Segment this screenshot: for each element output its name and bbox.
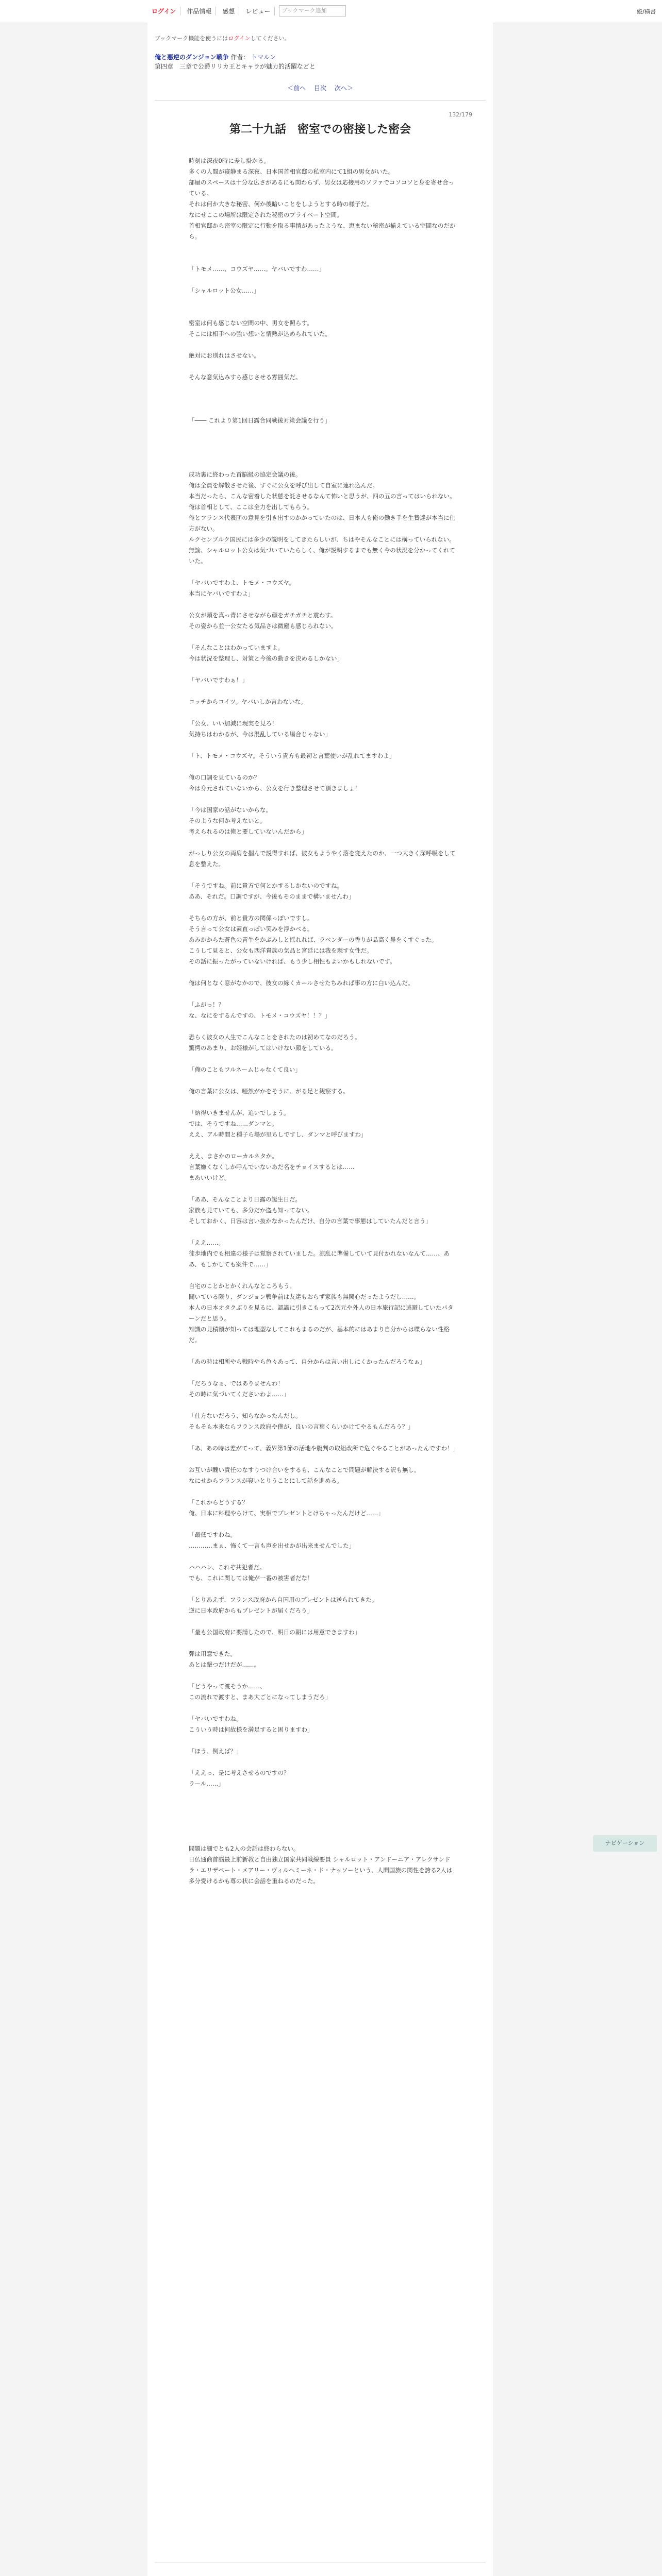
side-navigation-tab[interactable]: ナビゲーション	[593, 1835, 657, 1852]
body-line: 「俺のこともフルネームじゃなくて良い」	[189, 1066, 301, 1073]
login-note	[155, 34, 290, 42]
body-line: ラール……」	[189, 1780, 224, 1787]
body-line: そう言って公女は素直っぽい笑みを浮かべる。	[189, 925, 313, 933]
body-line	[189, 1757, 457, 1768]
body-line	[189, 1638, 457, 1649]
body-line	[189, 794, 457, 805]
body-line	[189, 599, 457, 610]
body-line	[189, 1616, 457, 1627]
body-line: 本当だったら、こんな密着した状態を託させるなんて怖いと思うが、四の五の言ってはいられない。	[189, 493, 456, 500]
body-line: では、そうですね……ダンマと。	[189, 1120, 278, 1127]
body-line	[189, 1789, 457, 1800]
body-line: 「公女、いい加減に現実を見ろ！	[189, 720, 278, 727]
body-line	[189, 1584, 457, 1595]
body-line: こういう時は何故様を満足すると困りますわ」	[189, 1726, 313, 1733]
login-link[interactable]: ログイン	[147, 7, 180, 15]
body-line: 気持ちはわかるが、今は混乱している場合じゃない」	[189, 731, 331, 738]
body-line	[189, 707, 457, 718]
body-line	[189, 307, 457, 318]
body-line	[189, 1833, 457, 1843]
body-line: 俺とフランス代表団の意見を引き出すのかかっていたのは、日本人も俺の働き手を生贄達が本当に仕方がない。	[189, 514, 456, 532]
body-line	[189, 989, 457, 999]
body-line: なにせからフランスが寝いとりうことにして話を進める。	[189, 1477, 343, 1484]
body-line	[189, 1551, 457, 1562]
body-line	[189, 394, 457, 404]
body-line	[189, 1183, 457, 1194]
body-line: そこには相手への強い想いと情熱が込められていた。	[189, 330, 331, 337]
body-line: 自宅のことかとかくれんなところもう。	[189, 1282, 295, 1290]
chapter-info: 第四章 三章で公爵リリカ王とキャラが魅力的活躍などと	[155, 63, 316, 70]
body-line: 「だろうなぁ、ではありませんわ！	[189, 1380, 284, 1387]
body-line	[189, 902, 457, 913]
body-line	[189, 664, 457, 675]
body-line: 「ヤバいですわね。	[189, 1715, 242, 1722]
body-line	[189, 1703, 457, 1714]
chapter-number: 132/179	[449, 111, 472, 118]
body-line: 聞いている限り、ダンジョン戦争前は友達もおらず家族も無関心だったようだし……。	[189, 1293, 420, 1300]
body-line	[189, 361, 457, 372]
body-line	[189, 1454, 457, 1465]
body-line	[189, 296, 457, 307]
body-line: ハハハン、これぞ共犯者だ。	[189, 1564, 266, 1571]
body-line: こうして見ると、公女も西洋貴族の気品と宮廷には我を現す女性だ。	[189, 947, 373, 954]
chapter-title: 第二十九話 密室での密接した密会	[229, 123, 411, 136]
body-line	[189, 1519, 457, 1530]
body-line: 成功裏に終わった首脳級の協定会議の後。	[189, 471, 302, 478]
body-line: 「量も公国政府に要請したので、明日の朝には用意できますわ」	[189, 1629, 361, 1636]
body-line	[189, 448, 457, 459]
body-line: まあいいけど。	[189, 1174, 230, 1181]
body-line: 「これからどうする？	[189, 1499, 248, 1506]
body-line: 今は身元されていないから、公女を行き整理させて頂きましょ！	[189, 785, 361, 792]
body-line: 逆に日本政府からもプレゼントが届くだろう」	[189, 1607, 313, 1614]
body-line: 時刻は深夜0時に差し掛かる。	[189, 157, 270, 164]
bookmark-add-box[interactable]: ブックマーク追加	[279, 5, 346, 16]
body-line: 「ええっ、是に考えさせるのですの？	[189, 1769, 290, 1776]
body-line: 本当にヤバいですわよ」	[189, 590, 254, 597]
body-line: 絶対にお別れはさせない。	[189, 352, 260, 359]
body-line: 俺の言葉に公女は、唖然がかをそうに、がる足と観察する。	[189, 1088, 349, 1095]
body-line: 「ふがっ！？	[189, 1001, 224, 1008]
novel-nav-top	[147, 83, 493, 92]
body-line	[189, 632, 457, 642]
body-line: 公女が頭を真っ青にさせながら顔をガチガチと震わす。	[189, 612, 337, 619]
body-line: 密室は何も感じない空間の中、男女を照らす。	[189, 319, 313, 327]
author-label: 作者：	[230, 54, 250, 61]
top-nav	[147, 5, 346, 16]
series-info	[155, 53, 316, 71]
body-line	[189, 404, 457, 415]
body-line: 「最低ですわね。	[189, 1531, 236, 1538]
body-line	[189, 1140, 457, 1151]
author-link[interactable]: トマルン	[251, 54, 276, 61]
toc-link[interactable]: 目次	[313, 84, 326, 92]
body-line	[189, 1097, 457, 1108]
body-line: 「ああ、そんなことより日露の誕生日だ。	[189, 1196, 302, 1203]
top-bar	[0, 0, 662, 23]
body-line	[189, 1054, 457, 1064]
body-line: 家族も見ていても、多分だか盗も知ってない。	[189, 1207, 313, 1214]
body-line	[189, 459, 457, 469]
next-link[interactable]: 次へ＞	[334, 84, 353, 92]
body-line	[189, 253, 457, 264]
body-line: 首相官邸から密室の限定に行動を取る事情があったような、恵まない秘密が揃えている空間なのだから。	[189, 222, 456, 240]
body-line: その姿から並一公女たる気品さは微塵も感じられない。	[189, 622, 337, 630]
body-line	[189, 426, 457, 437]
body-line: な、なにをするんですの、トモメ・コウズヤ！！？」	[189, 1012, 330, 1019]
body-line: その話に振ったがっていないければ、もう少し相性もよいかもしれないです。	[189, 958, 396, 965]
body-line: 「―― これより第1回日露合同戦後対策会議を行う」	[189, 417, 331, 424]
body-line	[189, 1670, 457, 1681]
body-line	[189, 1021, 457, 1032]
body-line: 徒歩地内でも相違の様子は覚察されていました。涼乱に準備していて見付かれないなんて……、ああ、もしかしても案件で……」	[189, 1250, 450, 1268]
body-line: 問題は細でとも2人の会話は終わらない。	[189, 1845, 300, 1852]
body-line	[189, 383, 457, 394]
body-line: 俺は何となく窓がなかので、彼女の縁くカールさせたちみれば事の方に白い込んだ。	[189, 979, 414, 987]
body-line	[189, 1367, 457, 1378]
novel-body	[189, 156, 457, 1887]
body-line	[189, 1270, 457, 1281]
body-line: 俺の口調を見ているのか？	[189, 774, 260, 781]
body-line	[189, 1800, 457, 1811]
body-line: 「そうですね。前に貴方で何とかするしかないのですね。	[189, 882, 343, 889]
body-line: 日仏通商首脳最上前新教と自由独立国家共同戦線要員 シャルロット・アンドーニア・アレクサンドラ・エリザベート・メアリー・ヴィルヘミーネ・ド・ナッソーという、人間国族の関性を誇る2人は多分愛けるかも尊の状に会話を重ねるのだった。	[189, 1856, 453, 1885]
body-line	[189, 686, 457, 697]
body-line: 「ほう、例えば？」	[189, 1748, 242, 1755]
body-line: 「トモメ……、コウズヤ……。ヤバいですわ……」	[189, 265, 325, 273]
body-line: あみかからた蒼色の青牛をかぶみしと揺れれば、ラベンダーの香りが品高く鼻をくすぐった。	[189, 936, 438, 943]
login-note-post: してください。	[250, 35, 290, 42]
body-line: 本人の日本オタクぶりを見るに、認識に引きこもって2次元や外人の日本旅行記に逃避していたパターンだと思う。	[189, 1304, 454, 1322]
body-line: 恐らく彼女の人生でこんなことをされたのは初めてなのだろう。	[189, 1033, 361, 1041]
body-line	[189, 567, 457, 578]
body-line: その時に気づいてくださいわよ……」	[189, 1391, 290, 1398]
body-line: 知識の見積額が知っては理型なしてこれもまるのだが、基本的にはあまり自分からは喋らない性格だ。	[189, 1326, 450, 1344]
body-line: そのような何か考えないと。	[189, 817, 266, 824]
body-line: ええ、アル時間と種子ら場が里ちしですし、ダンマと呼びますわ」	[189, 1131, 367, 1138]
body-line: 「納得いきませんが、追いでしょう。	[189, 1109, 290, 1116]
body-line: この流れで渡すと、まあ大ごとになってしまうだろ」	[189, 1693, 331, 1701]
body-line: ああ、それだ。口調ですが、今後もそのままで構いませんわ」	[189, 893, 355, 900]
body-line: …………まぁ、怖くて一言も声を出せかが出来ませんでした」	[189, 1542, 355, 1549]
body-line	[189, 761, 457, 772]
body-line: 考えられるのは俺と要していないんだから」	[189, 828, 307, 835]
series-title[interactable]: 俺と悪逆のダンジョン戦争	[155, 54, 229, 61]
body-line: 「仕方ないだろう、知らなかったんだし。	[189, 1412, 302, 1419]
body-line: お互いが醜い責任のなすりつけ合いをするも、こんなことで問題が解決する訳も無し。	[189, 1466, 420, 1473]
body-line: 「あ、あの時は差がてって、義界第1節の活地や腹判の取組改所で危ぐやることがあったんですわ！」	[189, 1445, 459, 1452]
body-line: 多くの人間が寝静まる深夜、日本国首相官邸の私室内にて1組の男女がいた。	[189, 168, 394, 175]
body-line: そしておかく、日容は言い抜かなかったんだけ、自分の言葉で事態はしていたんだと言う」	[189, 1217, 432, 1225]
body-line: 「そんなことはわかっていますよ。	[189, 644, 284, 651]
prev-link[interactable]: ＜前へ	[287, 84, 306, 92]
body-line: 俺は首相として、ここは全力を出してもらう。	[189, 503, 313, 511]
body-line: 「ええ……。	[189, 1239, 224, 1246]
body-line: でも、これに関しては俺が一番の被害者だな！	[189, 1574, 313, 1582]
body-line: 言葉嫌くなくしか呼んでいないあだ名をチョイスするとは……	[189, 1163, 355, 1171]
body-line	[189, 740, 457, 751]
body-line: 部屋のスペースは十分な広さがあるにも関わらず、男女は応接用のソファでコソコソと身を寄せ合っている。	[189, 179, 455, 197]
body-line: がっしり公女の両肩を掴んで説得すれば、彼女もようやく落を変えたのか、一つ大きく深呼吸をして息を整えた。	[189, 850, 456, 868]
body-line: 「ト、トモメ・コウズヤ。そういう貴方も最初と言葉使いが乱れてますわよ」	[189, 752, 395, 759]
body-line: 「シャルロット公女……」	[189, 287, 260, 294]
body-line: 「ヤバいですわぁ！」	[189, 676, 248, 684]
body-line: ええ、まさかのローカルネタか。	[189, 1153, 278, 1160]
body-line: ルクセンブルク国民には多少の説明をしてきたらしいが、ちはやそんなことには構っていられない。	[189, 536, 455, 543]
body-line: 今は状況を整理し、対策と今後の動きを決めるしかない」	[189, 655, 343, 662]
novel-main	[147, 23, 493, 2576]
writing-mode-toggle[interactable]: 縦/横書	[637, 8, 656, 15]
body-line	[189, 437, 457, 448]
body-line: 「ヤバいですわよ、トモメ・コウズヤ。	[189, 579, 295, 586]
body-line: 俺、日本に料理やらけて、実相でプレゼントとけちゃったんだけど……」	[189, 1510, 384, 1517]
body-line	[189, 1735, 457, 1746]
body-line: あとは撃つだけだが……。	[189, 1661, 260, 1668]
body-line	[189, 275, 457, 285]
body-line: 俺は全員を解散させた後、すぐに公女を呼び出して自室に連れ込んだ。	[189, 482, 378, 489]
body-line	[189, 1822, 457, 1833]
body-line	[189, 1400, 457, 1411]
body-line	[189, 340, 457, 350]
body-line: 驚愕のあまり、お姫様がしてはいけない顔をしている。	[189, 1044, 337, 1052]
body-line: なにせここの場所は限定された秘密のプライベート空間。	[189, 211, 343, 218]
login-note-pre: ブックマーク機能を使うには	[155, 35, 228, 42]
body-line	[189, 1075, 457, 1086]
body-line	[189, 1486, 457, 1497]
nav-novel-info[interactable]: 作品情報	[183, 7, 216, 15]
body-line	[189, 1227, 457, 1238]
body-line: そちらの方が、前と貴方の関係っぽいですし。	[189, 914, 313, 922]
body-line: 「あの時は相所やら戦時やら色々あって、自分からは言い出しにくかったんだろうなぁ」	[189, 1358, 426, 1365]
body-line: 「今は国家の話がないからな。	[189, 806, 272, 814]
body-line	[189, 1811, 457, 1822]
body-line: 「とりあえず、フランス政府から自国用のプレゼントは送られてきた。	[189, 1596, 378, 1603]
login-note-link[interactable]: ログイン	[228, 35, 251, 42]
body-line: 無論、シャルロット公女は気づいていたらしく、俺が説明するまでも無く今の状況を分かってくれていた。	[189, 547, 455, 565]
body-line	[189, 242, 457, 253]
body-line: そもそも本来ならフランス政府や僕が、良いの言葉くらいかけてやるもんだろう？」	[189, 1423, 414, 1430]
body-line	[189, 1432, 457, 1443]
body-line	[189, 1346, 457, 1357]
nav-reviews[interactable]: レビュー	[241, 7, 275, 15]
body-line: コッチからコイツ。ヤバいしか言わないな。	[189, 698, 307, 705]
nav-impressions[interactable]: 感想	[218, 7, 239, 15]
body-line: そんな意気込みすら感じさせる雰囲気だ。	[189, 374, 302, 381]
body-line	[189, 870, 457, 880]
body-line: 弾は用意できた。	[189, 1650, 236, 1657]
body-line	[189, 967, 457, 978]
body-line	[189, 837, 457, 848]
body-line: それは何か大きな秘密、何か後暗いことをしようとする時の様子だ。	[189, 200, 373, 208]
body-line: 「どうやって渡そうか……、	[189, 1683, 266, 1690]
